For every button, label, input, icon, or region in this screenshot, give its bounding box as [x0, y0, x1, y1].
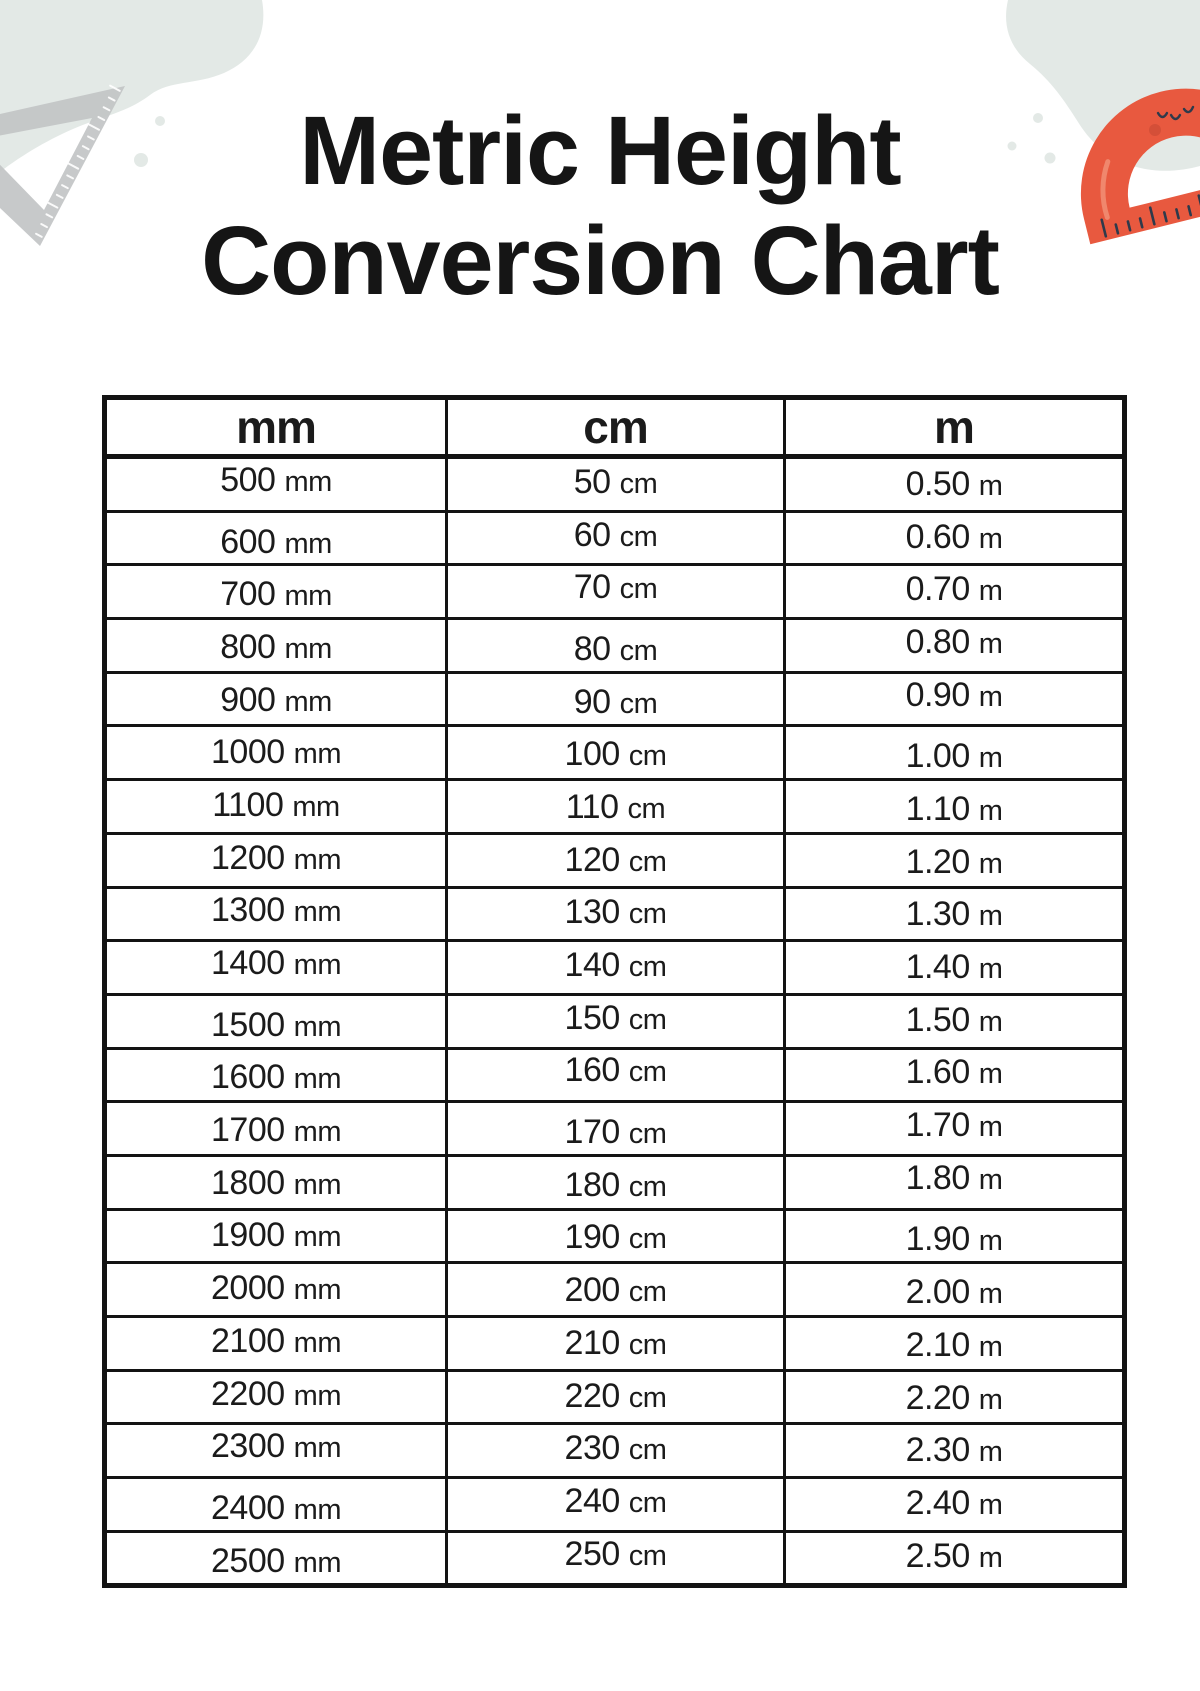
cell-unit: mm	[284, 632, 332, 665]
cell-unit: m	[978, 742, 1003, 775]
page-title	[0, 96, 1200, 316]
cell-cm	[447, 1531, 785, 1586]
cell-cm	[447, 726, 785, 780]
cell-unit: mm	[293, 1432, 341, 1465]
cell-value: 180	[564, 1165, 620, 1204]
cell-unit: m	[978, 1488, 1003, 1521]
table-row	[105, 565, 1125, 619]
cell-value: 1400	[211, 944, 285, 983]
cell-value: 1000	[211, 733, 285, 772]
cell-mm	[105, 994, 447, 1048]
cell-cm	[447, 619, 785, 673]
cell-unit: m	[978, 794, 1003, 827]
cell-mm	[105, 619, 447, 673]
table-row	[105, 1048, 1125, 1102]
cell-value: 0.90	[905, 675, 970, 714]
cell-cm	[447, 887, 785, 941]
cell-value: 70	[573, 568, 611, 607]
table-row	[105, 1424, 1125, 1478]
cell-value: 1300	[211, 891, 285, 930]
cell-value: 2.00	[905, 1273, 970, 1312]
cell-unit: cm	[628, 951, 667, 984]
column-header-cm: cm	[447, 398, 785, 457]
cell-value: 1.60	[905, 1053, 970, 1092]
cell-unit: mm	[293, 1379, 341, 1412]
cell-value: 1.00	[905, 737, 970, 776]
cell-m	[785, 1424, 1125, 1478]
cell-unit: m	[978, 1058, 1003, 1091]
cell-value: 0.60	[905, 517, 970, 556]
cell-m	[785, 994, 1125, 1048]
cell-value: 130	[564, 893, 620, 932]
cell-unit: mm	[284, 527, 332, 560]
cell-cm	[447, 833, 785, 887]
cell-unit: cm	[628, 1003, 667, 1036]
cell-value: 2400	[211, 1488, 285, 1527]
cell-value: 1.50	[905, 1000, 970, 1039]
cell-unit: m	[978, 1005, 1003, 1038]
cell-m	[785, 457, 1125, 512]
cell-mm	[105, 941, 447, 995]
cell-value: 170	[564, 1113, 620, 1152]
cell-value: 2.50	[905, 1536, 970, 1575]
table-row	[105, 1370, 1125, 1424]
cell-unit: mm	[293, 949, 341, 982]
cell-cm	[447, 1370, 785, 1424]
cell-unit: m	[978, 900, 1003, 933]
cell-unit: cm	[628, 1170, 667, 1203]
cell-unit: cm	[628, 1486, 667, 1519]
cell-value: 1.70	[905, 1106, 970, 1145]
cell-cm	[447, 1102, 785, 1156]
cell-m	[785, 511, 1125, 565]
cell-value: 80	[573, 629, 611, 668]
column-header-m: m	[785, 398, 1125, 457]
cell-cm	[447, 1424, 785, 1478]
cell-unit: mm	[293, 1063, 341, 1096]
cell-unit: m	[978, 1383, 1003, 1416]
cell-value: 0.70	[905, 570, 970, 609]
cell-unit: m	[978, 627, 1003, 660]
cell-unit: cm	[628, 1381, 667, 1414]
table-row	[105, 887, 1125, 941]
cell-unit: m	[978, 469, 1003, 502]
cell-unit: mm	[293, 1274, 341, 1307]
cell-cm	[447, 1155, 785, 1209]
cell-value: 2100	[211, 1321, 285, 1360]
cell-mm	[105, 1424, 447, 1478]
cell-value: 1.10	[905, 789, 970, 828]
cell-m	[785, 1263, 1125, 1317]
cell-unit: cm	[619, 467, 658, 500]
cell-unit: mm	[293, 843, 341, 876]
table-row	[105, 726, 1125, 780]
cell-value: 1.30	[905, 895, 970, 934]
cell-value: 1.20	[905, 842, 970, 881]
table-row	[105, 672, 1125, 726]
cell-mm	[105, 1478, 447, 1532]
cell-value: 60	[573, 515, 611, 554]
cell-unit: mm	[293, 1168, 341, 1201]
cell-mm	[105, 833, 447, 887]
cell-unit: mm	[293, 896, 341, 929]
cell-unit: mm	[293, 1010, 341, 1043]
cell-unit: mm	[293, 1546, 341, 1579]
table-header-row	[105, 398, 1125, 457]
cell-value: 800	[220, 627, 276, 666]
cell-m	[785, 887, 1125, 941]
table-row	[105, 994, 1125, 1048]
cell-cm	[447, 1263, 785, 1317]
cell-m	[785, 1102, 1125, 1156]
cell-unit: cm	[619, 634, 658, 667]
cell-value: 250	[564, 1534, 620, 1573]
cell-unit: m	[978, 1111, 1003, 1144]
cell-cm	[447, 780, 785, 834]
table-row	[105, 1102, 1125, 1156]
cell-unit: m	[978, 1163, 1003, 1196]
cell-mm	[105, 1209, 447, 1263]
cell-value: 100	[564, 735, 620, 774]
cell-value: 200	[564, 1271, 620, 1310]
table-row	[105, 511, 1125, 565]
cell-unit: mm	[284, 465, 332, 498]
cell-unit: cm	[628, 1118, 667, 1151]
cell-unit: m	[978, 847, 1003, 880]
cell-value: 110	[565, 787, 619, 826]
cell-unit: cm	[628, 1276, 667, 1309]
cell-unit: cm	[628, 740, 667, 773]
cell-value: 600	[220, 522, 276, 561]
cell-unit: cm	[628, 1539, 667, 1572]
cell-m	[785, 726, 1125, 780]
cell-cm	[447, 672, 785, 726]
cell-m	[785, 565, 1125, 619]
cell-unit: cm	[628, 898, 667, 931]
table-row	[105, 780, 1125, 834]
cell-m	[785, 1478, 1125, 1532]
cell-value: 1.40	[905, 948, 970, 987]
cell-cm	[447, 565, 785, 619]
cell-unit: mm	[293, 1221, 341, 1254]
table-row	[105, 619, 1125, 673]
cell-cm	[447, 1478, 785, 1532]
cell-m	[785, 1317, 1125, 1371]
cell-m	[785, 941, 1125, 995]
cell-m	[785, 1209, 1125, 1263]
table-row	[105, 457, 1125, 512]
cell-cm	[447, 941, 785, 995]
cell-value: 120	[564, 840, 620, 879]
cell-value: 2300	[211, 1427, 285, 1466]
cell-value: 140	[564, 946, 620, 985]
cell-value: 1500	[211, 1005, 285, 1044]
cell-value: 500	[220, 460, 276, 499]
cell-unit: m	[978, 680, 1003, 713]
cell-cm	[447, 1209, 785, 1263]
cell-value: 150	[564, 998, 620, 1037]
conversion-table	[102, 395, 1127, 1588]
cell-unit: mm	[293, 1493, 341, 1526]
cell-value: 50	[573, 462, 611, 501]
cell-mm	[105, 565, 447, 619]
cell-mm	[105, 1155, 447, 1209]
cell-unit: cm	[628, 1434, 667, 1467]
cell-value: 240	[564, 1481, 620, 1520]
cell-unit: mm	[293, 738, 341, 771]
cell-m	[785, 780, 1125, 834]
cell-value: 1.90	[905, 1220, 970, 1259]
cell-value: 1900	[211, 1216, 285, 1255]
cell-mm	[105, 511, 447, 565]
cell-mm	[105, 1370, 447, 1424]
cell-value: 2200	[211, 1374, 285, 1413]
cell-mm	[105, 1317, 447, 1371]
cell-cm	[447, 511, 785, 565]
cell-value: 1.80	[905, 1158, 970, 1197]
cell-value: 2000	[211, 1269, 285, 1308]
table-row	[105, 941, 1125, 995]
column-header-mm: mm	[105, 398, 447, 457]
cell-value: 1200	[211, 838, 285, 877]
cell-unit: m	[978, 1541, 1003, 1574]
cell-mm	[105, 1531, 447, 1586]
cell-cm	[447, 994, 785, 1048]
cell-m	[785, 1531, 1125, 1586]
cell-unit: cm	[619, 573, 658, 606]
cell-unit: m	[978, 522, 1003, 555]
cell-m	[785, 1048, 1125, 1102]
cell-value: 90	[573, 682, 611, 721]
cell-m	[785, 672, 1125, 726]
cell-mm	[105, 726, 447, 780]
cell-value: 210	[564, 1323, 620, 1362]
cell-value: 2.30	[905, 1431, 970, 1470]
cell-unit: cm	[627, 792, 666, 825]
cell-unit: m	[978, 1436, 1003, 1469]
cell-unit: m	[978, 1225, 1003, 1258]
cell-unit: mm	[293, 1326, 341, 1359]
cell-value: 220	[564, 1376, 620, 1415]
title-line-2: Conversion Chart	[201, 206, 999, 315]
cell-cm	[447, 1048, 785, 1102]
table-row	[105, 1478, 1125, 1532]
cell-mm	[105, 457, 447, 512]
cell-cm	[447, 457, 785, 512]
cell-cm	[447, 1317, 785, 1371]
cell-mm	[105, 672, 447, 726]
table-row	[105, 1209, 1125, 1263]
title-line-1: Metric Height	[299, 96, 901, 205]
cell-value: 1600	[211, 1058, 285, 1097]
cell-value: 230	[564, 1429, 620, 1468]
cell-value: 900	[220, 680, 276, 719]
table-row	[105, 1531, 1125, 1586]
cell-mm	[105, 1048, 447, 1102]
cell-value: 2.40	[905, 1483, 970, 1522]
cell-value: 2.10	[905, 1325, 970, 1364]
cell-unit: cm	[619, 520, 658, 553]
cell-value: 0.80	[905, 622, 970, 661]
cell-unit: m	[978, 575, 1003, 608]
cell-unit: cm	[628, 845, 667, 878]
cell-value: 2.20	[905, 1378, 970, 1417]
cell-value: 1100	[212, 785, 284, 824]
cell-unit: mm	[284, 580, 332, 613]
cell-mm	[105, 1263, 447, 1317]
cell-mm	[105, 887, 447, 941]
cell-value: 1800	[211, 1163, 285, 1202]
cell-value: 190	[564, 1218, 620, 1257]
table-row	[105, 1155, 1125, 1209]
cell-mm	[105, 780, 447, 834]
cell-value: 2500	[211, 1541, 285, 1580]
cell-unit: cm	[628, 1328, 667, 1361]
cell-unit: m	[978, 953, 1003, 986]
cell-unit: mm	[293, 1116, 341, 1149]
cell-m	[785, 833, 1125, 887]
cell-unit: cm	[619, 687, 658, 720]
cell-m	[785, 1155, 1125, 1209]
table-row	[105, 1317, 1125, 1371]
cell-m	[785, 619, 1125, 673]
cell-value: 0.50	[905, 464, 970, 503]
cell-value: 700	[220, 575, 276, 614]
table-row	[105, 1263, 1125, 1317]
cell-unit: cm	[628, 1056, 667, 1089]
cell-value: 1700	[211, 1111, 285, 1150]
cell-m	[785, 1370, 1125, 1424]
cell-unit: m	[978, 1278, 1003, 1311]
cell-unit: m	[978, 1330, 1003, 1363]
table-row	[105, 833, 1125, 887]
cell-mm	[105, 1102, 447, 1156]
cell-unit: cm	[628, 1223, 667, 1256]
cell-unit: mm	[284, 685, 332, 718]
cell-value: 160	[564, 1051, 620, 1090]
cell-unit: mm	[292, 790, 340, 823]
